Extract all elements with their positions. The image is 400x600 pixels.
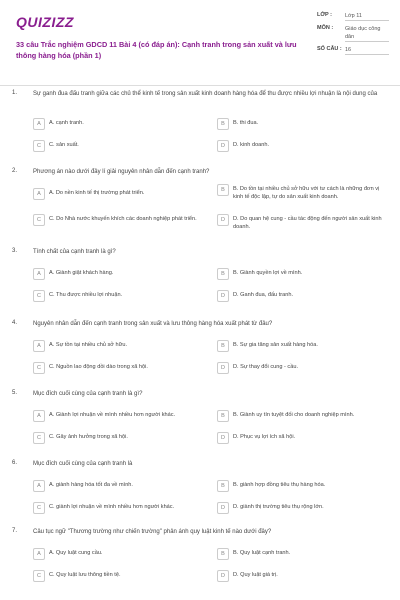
option-c[interactable]: [33, 570, 203, 582]
option-letter-box: A: [33, 268, 45, 280]
subject-label: MÔN :: [317, 25, 334, 31]
option-a[interactable]: [33, 410, 203, 422]
option-d[interactable]: [217, 570, 387, 582]
option-text: A. giành hàng hóa tốt đa về mình.: [49, 482, 133, 488]
option-b[interactable]: [217, 480, 387, 492]
option-a[interactable]: [33, 188, 203, 200]
option-c[interactable]: [33, 214, 203, 226]
option-letter-box: C: [33, 502, 45, 514]
option-letter-box: D: [217, 362, 229, 374]
option-letter-box: C: [33, 570, 45, 582]
option-text: D. kinh doanh.: [233, 142, 270, 148]
option-letter-box: D: [217, 214, 229, 226]
option-b[interactable]: [217, 340, 387, 352]
option-letter-box: B: [217, 548, 229, 560]
option-d[interactable]: [217, 362, 387, 374]
option-b[interactable]: [217, 548, 387, 560]
option-text: D. Ganh đua, đấu tranh.: [233, 292, 294, 298]
option-text: D. Phục vụ lợi ích xã hội.: [233, 434, 296, 440]
option-letter-box: A: [33, 118, 45, 130]
worksheet-title: 33 câu Trắc nghiệm GDCD 11 Bài 4 (có đáp án): Cạnh tranh trong sản xuất và lưu thông hàng hóa (phần 1): [16, 40, 297, 60]
question-text: Câu tục ngữ "Thương trường như chiến trường" phản ánh quy luật kinh tế nào dưới đây?: [33, 529, 272, 535]
option-letter-box: B: [217, 480, 229, 492]
option-b[interactable]: [217, 268, 387, 280]
option-text: A. cạnh tranh.: [49, 120, 84, 126]
option-letter-box: A: [33, 188, 45, 200]
class-value: Lớp 11: [345, 12, 389, 21]
option-letter-box: A: [33, 548, 45, 560]
option-a[interactable]: [33, 340, 203, 352]
option-text: C. Quy luật lưu thông tiền tệ.: [49, 572, 121, 578]
question-text: Tính chất của cạnh tranh là gì?: [33, 249, 116, 255]
option-text: D. Do quan hệ cung - cầu tác động đến người sản xuất kinh doanh.: [233, 216, 382, 230]
option-c[interactable]: [33, 502, 203, 514]
option-text: A. Sự tồn tại nhiều chủ sở hữu.: [49, 342, 128, 348]
option-letter-box: C: [33, 362, 45, 374]
option-letter-box: A: [33, 340, 45, 352]
option-text: B. Sự gia tăng sản xuất hàng hóa.: [233, 342, 318, 348]
option-letter-box: B: [217, 118, 229, 130]
option-letter-box: B: [217, 410, 229, 422]
count-value: 16: [345, 46, 389, 55]
option-c[interactable]: [33, 290, 203, 302]
option-d[interactable]: [217, 502, 387, 514]
option-c[interactable]: [33, 362, 203, 374]
option-text: B. thi đua.: [233, 120, 259, 126]
option-text: A. Giành giật khách hàng.: [49, 270, 114, 276]
option-letter-box: C: [33, 290, 45, 302]
header-divider: [0, 85, 400, 86]
option-c[interactable]: [33, 432, 203, 444]
worksheet-meta: [317, 12, 389, 59]
option-text: B. Quy luật cạnh tranh.: [233, 550, 291, 556]
option-a[interactable]: [33, 118, 203, 130]
option-d[interactable]: [217, 290, 387, 302]
meta-subject-row: [317, 25, 389, 42]
question-number: 6.: [12, 460, 18, 466]
question-text: Nguyên nhân dẫn đến cạnh tranh trong sản xuất và lưu thông hàng hóa xuất phát từ đâu?: [33, 321, 273, 327]
option-text: C. Nguồn lao động dồi dào trong xã hội.: [49, 364, 148, 370]
option-letter-box: A: [33, 480, 45, 492]
option-text: D. Quy luật giá trị.: [233, 572, 278, 578]
option-b[interactable]: [217, 410, 387, 422]
option-letter-box: D: [217, 140, 229, 152]
option-text: B. Giành quyền lợi về mình.: [233, 270, 303, 276]
option-text: A. Giành lợi nhuận về mình nhiều hơn người khác.: [49, 412, 176, 418]
question-number: 1.: [12, 90, 18, 96]
option-a[interactable]: [33, 268, 203, 280]
option-letter-box: D: [217, 432, 229, 444]
option-a[interactable]: [33, 480, 203, 492]
option-text: C. Gây ảnh hưởng trong xã hội.: [49, 434, 128, 440]
option-letter-box: D: [217, 290, 229, 302]
subject-value: Giáo dục công dân: [345, 25, 389, 42]
question-number: 7.: [12, 528, 18, 534]
option-text: A. Do nền kinh tế thị trường phát triển.: [49, 190, 145, 196]
question-number: 5.: [12, 390, 18, 396]
option-d[interactable]: [217, 432, 387, 444]
option-c[interactable]: [33, 140, 203, 152]
option-letter-box: B: [217, 340, 229, 352]
option-text: B. Giành uy tín tuyệt đối cho doanh nghiệp mình.: [233, 412, 355, 418]
option-d[interactable]: [217, 214, 387, 231]
option-letter-box: D: [217, 502, 229, 514]
option-text: B. Do tồn tại nhiều chủ sở hữu với tư cách là những đơn vị kinh tế độc lập, tự do sản xuất kinh doanh.: [233, 186, 380, 200]
question-number: 3.: [12, 248, 18, 254]
option-text: A. Quy luật cung cầu.: [49, 550, 103, 556]
option-text: C. sản xuất.: [49, 142, 79, 148]
quizizz-logo: QUIZIZZ: [16, 14, 74, 30]
option-text: C. Do Nhà nước khuyến khích các doanh nghiệp phát triển.: [49, 216, 197, 222]
option-b[interactable]: [217, 184, 387, 201]
option-text: C. Thu được nhiều lợi nhuận.: [49, 292, 123, 298]
option-letter-box: B: [217, 268, 229, 280]
meta-count-row: [317, 46, 389, 55]
question-text: Sự ganh đua đấu tranh giữa các chủ thể kinh tế trong sản xuất kinh doanh hàng hóa để thu được nhiều lợi nhuận là nội dung của: [33, 91, 378, 97]
option-letter-box: C: [33, 140, 45, 152]
option-text: D. giành thị trường tiêu thụ rộng lớn.: [233, 504, 324, 510]
option-text: C. giành lợi nhuận về mình nhiều hơn người khác.: [49, 504, 175, 510]
option-letter-box: B: [217, 184, 229, 196]
option-letter-box: D: [217, 570, 229, 582]
option-d[interactable]: [217, 140, 387, 152]
option-text: B. giành hợp đồng tiêu thụ hàng hóa.: [233, 482, 326, 488]
meta-class-row: [317, 12, 389, 21]
question-number: 2.: [12, 168, 18, 174]
option-letter-box: C: [33, 214, 45, 226]
question-text: Phương án nào dưới đây lí giải nguyên nhân dẫn đến cạnh tranh?: [33, 169, 210, 175]
count-label: SỐ CÂU :: [317, 46, 342, 52]
question-number: 4.: [12, 320, 18, 326]
option-a[interactable]: [33, 548, 203, 560]
option-b[interactable]: [217, 118, 387, 130]
option-text: D. Sự thay đổi cung - cầu.: [233, 364, 298, 370]
question-text: Mục đích cuối cùng của cạnh tranh là gì?: [33, 391, 143, 397]
option-letter-box: A: [33, 410, 45, 422]
class-label: LỚP :: [317, 12, 332, 18]
option-letter-box: C: [33, 432, 45, 444]
question-text: Mục đích cuối cùng của cạnh tranh là: [33, 461, 133, 467]
